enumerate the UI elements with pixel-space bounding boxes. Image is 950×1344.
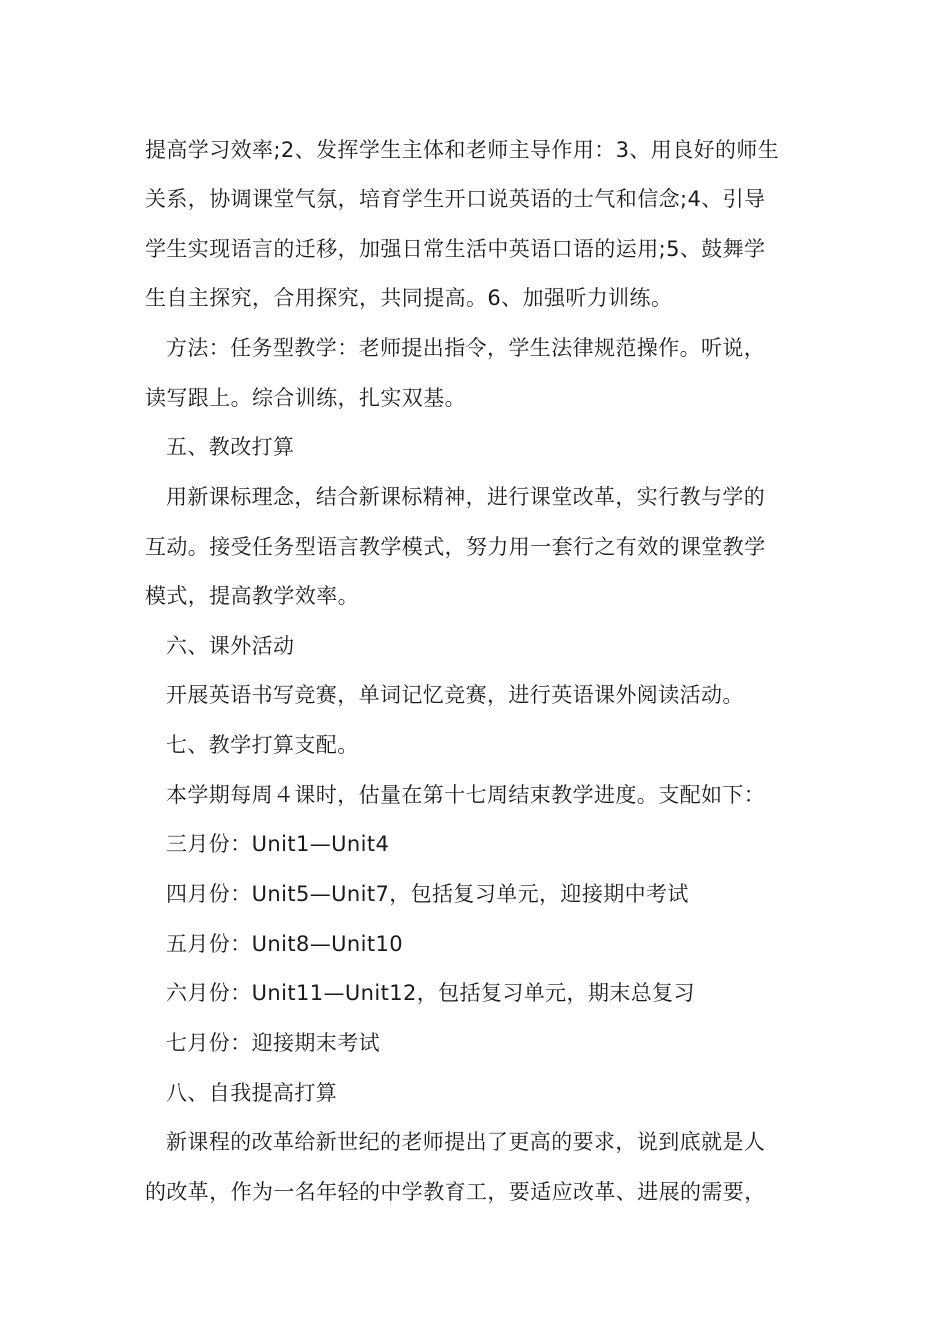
paragraph-line: 互动。接受任务型语言教学模式，努力用一套行之有效的课堂教学 <box>145 535 766 559</box>
section-heading: 五、教改打算 <box>166 435 295 459</box>
paragraph-line: 用新课标理念，结合新课标精神，进行课堂改革，实行教与学的 <box>166 485 766 509</box>
schedule-item: 六月份：Unit11—Unit12，包括复习单元，期末总复习 <box>166 981 695 1005</box>
paragraph-line: 学生实现语言的迁移，加强日常生活中英语口语的运用;5、鼓舞学 <box>145 237 766 261</box>
paragraph-line: 的改革，作为一名年轻的中学教育工，要适应改革、进展的需要， <box>145 1180 766 1204</box>
paragraph-line: 模式，提高教学效率。 <box>145 584 359 608</box>
schedule-item: 四月份：Unit5—Unit7，包括复习单元，迎接期中考试 <box>166 882 689 906</box>
schedule-item: 三月份：Unit1—Unit4 <box>166 832 390 856</box>
section-heading: 六、课外活动 <box>166 634 295 658</box>
paragraph-line: 本学期每周４课时，估量在第十七周结束教学进度。支配如下： <box>166 783 766 807</box>
schedule-item: 五月份：Unit8—Unit10 <box>166 932 403 956</box>
paragraph-line: 读写跟上。综合训练，扎实双基。 <box>145 386 466 410</box>
paragraph-line: 生自主探究，合用探究，共同提高。6、加强听力训练。 <box>145 286 673 310</box>
paragraph-line: 提高学习效率;2、发挥学生主体和老师主导作用：3、用良好的师生 <box>145 138 780 162</box>
paragraph-line: 关系，协调课堂气氛，培育学生开口说英语的士气和信念;4、引导 <box>145 187 766 211</box>
section-heading: 七、教学打算支配。 <box>166 733 359 757</box>
section-heading: 八、自我提高打算 <box>166 1081 338 1105</box>
paragraph-line: 新课程的改革给新世纪的老师提出了更高的要求，说到底就是人 <box>166 1130 766 1154</box>
schedule-item: 七月份：迎接期末考试 <box>166 1031 380 1055</box>
paragraph-line: 开展英语书写竞赛，单词记忆竞赛，进行英语课外阅读活动。 <box>166 683 744 707</box>
paragraph-line: 方法：任务型教学：老师提出指令，学生法律规范操作。听说， <box>166 336 766 360</box>
